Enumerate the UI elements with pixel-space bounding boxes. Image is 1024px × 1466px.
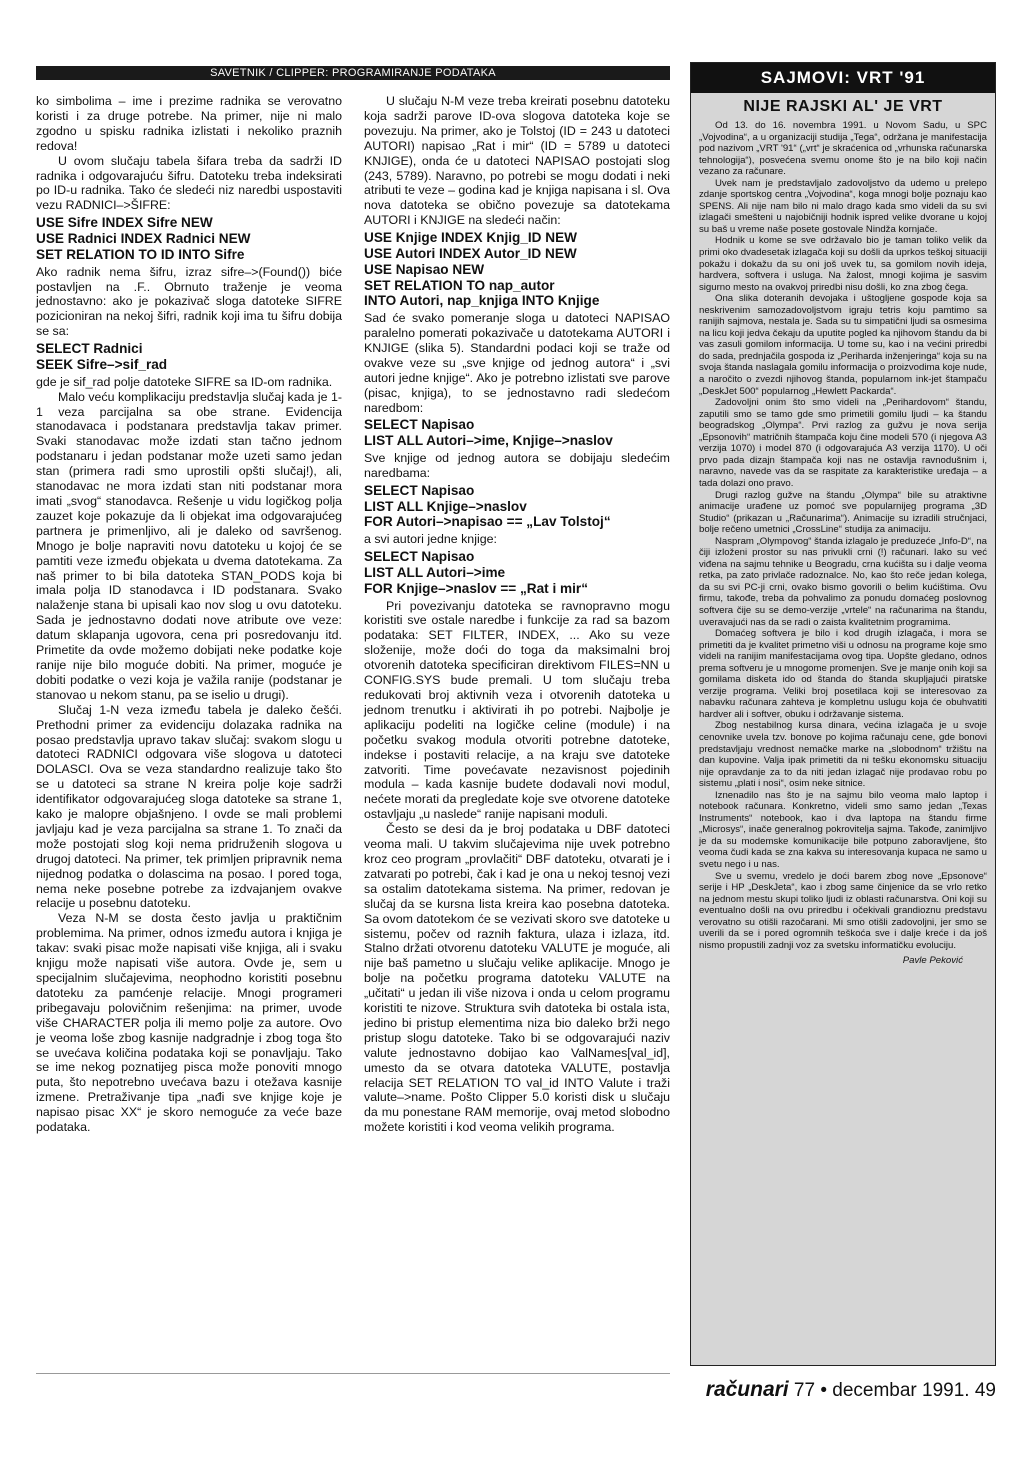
paragraph: Pri povezivanju datoteka se ravnopravno mogu koristiti sve ostale naredbe i funkcije za rad sa bazom podataka: SET FILTER, INDEX, ... Ako su veze složenije, može doći do toga da maksimalni broj otvorenih datoteka specificiran direktivom FILES=NN u CONFIG.SYS bude premali. U tom slučaju treba redukovati broj aktivnih veza i otvorenih datoteka u jednom trenutku i aktivirati ih po potrebi. Najbolje je aplikaciju podeliti na logičke celine (module) i na početku svakog modula otvoriti potrebne datoteke, indekse i postaviti relacije, a na kraju sve datoteke zatvoriti. Time povećavate nezavisnost pojedinih modula – kada kasnije budete dodavali novi modul, nećete morati da pregledate koje sve otvorene datoteke ostavljaju „u naslede“ ranije napisani moduli.: [364, 598, 670, 822]
sidebar-box: [690, 62, 996, 1366]
sidebar-paragraph: Iznenadilo nas što je na sajmu bilo veoma malo laptop i notebook računara. Konkretno, videli smo samo jedan „Texas Instruments“ notebook, kao i dva laptopa na štandu firme „Microsys“, inače generalnog pokrovitelja sajma. Takođe, zanimljivo je da su modemske komunikacije bile potpuno zaboravljene, što veoma čudi kada se zna kakva su interesovanja kupaca ne samo u svetu nego i u nas.: [699, 789, 987, 870]
sidebar-paragraph: Zbog nestabilnog kursa dinara, većina izlagača je u svoje cenovnike uvela tzv. bonove po kojima računaju cene, gde bonovi predstavljaju vrednost nemačke marke na „slobodnom“ tržištu na dan kupovine. Valja ipak primetiti da ni tešku ekonomsku situaciju nije opravdanje za to da niti jedan izlagač nije prodavao robu po sistemu „plati i nosi“, osim neke sitnice.: [699, 720, 987, 790]
paragraph: Sad će svako pomeranje sloga u datoteci NAPISAO paralelno pomerati pokazivače u datotekama AUTORI i KNJIGE (slika 5). Standardni podaci koji se traže od ovakve veze su „sve knjige od jednog autora“ i „svi autori jedne knjige“. Ako je potrebno izlistati sve parove (pisac, knjiga), to se jednostavno radi sledećom naredbom:: [364, 311, 670, 415]
sidebar-paragraph: Drugi razlog gužve na štandu „Olympa“ bile su atraktivne animacije urađene uz pomoć sve popularnijeg programa „3D Studio“ (prikazan u „Računarima“). Animacije su izradili stručnjaci, bolje rečeno umetnici „CrossLine“ studija za animaciju.: [699, 489, 987, 536]
code-line: SELECT Radnici: [36, 341, 143, 357]
paragraph: a svi autori jedne knjige:: [364, 532, 497, 547]
code-line: USE Autori INDEX Autor_ID NEW: [364, 245, 577, 261]
magazine-name: računari: [705, 1378, 789, 1401]
code-line: SEEK Sifre–>sif_rad: [36, 356, 168, 372]
sidebar-paragraph: Naspram „Olympovog“ štanda izlagalo je preduzeće „Info-D“, na čiji izloženi prostor su nas privukli crni (!) računari. Iako su već viđena na sajmu tehnike u Beogradu, crna kućišta su i dalje veoma retka, pa zato privlače radoznalce. No, kao što reče jedan kolega, da su svi PC-ji crni, ovako bismo govorili o belim kućištima. Ovu firmu, takođe, treba da pohvalimo za ponudu domaćeg poslovnog softvera čije su se demo-verzije „vrtele“ na računarima na štandu, uveravajući nas da se radi o zaista kvalitetnim programima.: [699, 535, 987, 628]
code-line: SELECT Napisao: [364, 482, 475, 498]
sidebar-paragraph: Od 13. do 16. novembra 1991. u Novom Sadu, u SPC „Vojvodina“, a u organizaciji studija „Tega“, održana je manifestacija pod nazivom „VRT '91“ („vrt“ je skraćenica od „vrhunska računarska tehnologija“), posvećena svemu onome što je na bilo koji način vezano za računare.: [699, 120, 987, 178]
code-line: SET RELATION TO ID INTO Sifre: [36, 246, 245, 262]
sidebar-header: SAJMOVI: VRT '91: [691, 63, 995, 93]
sidebar-paragraph: Zadovoljni onim što smo videli na „Perihardovom“ štandu, zaputili smo se tamo gde smo primetili gomilu ljudi – ka štandu beogradskog „Olympa“. Prvi razlog za gužvu je nova serija „Epsonovih“ matričnih štampača koju čine modeli 570 (i njegova A3 verzija 1070) i model 870 (i odgovarajuća A3 verzija 1170). U oči prvo pada dizajn štampača koji nas ne ostavlja ravnodušnim i, naravno, navede vas da se raspitate za karakteristike uređaja – a tada dolazi ono pravo.: [699, 397, 987, 489]
article-column-left: [36, 94, 342, 1135]
code-block: [364, 549, 670, 596]
paragraph: Slučaj 1-N veza između tabela je daleko češći. Prethodni primer za evidenciju dolazaka radnika na posao predstavlja upravo takav slučaj: svakom slogu u datoteci RADNICI odgovara više slogova u datoteci DOLASCI. Ova se veza standardno realizuje tako što se u datoteci sa strane N kreira polje koje sadrži identifikator odgovarajućeg sloga datoteke sa strane 1, kako je malopre objašnjeno. I ovde se mali problemi javljaju kad je veza parcijalna sa strane 1. To znači da može postojati slog koji nema pridruženih slogova u drugoj datoteci. Na primer, tek primljen pripravnik nema nijednog podatka o dolascima na posao. I pored toga, nema neke posebne potrebe za izdvajanjem ovakve relacije u posebnu datoteku.: [36, 702, 342, 911]
code-block: [364, 417, 670, 449]
code-line: SELECT Napisao: [364, 549, 475, 565]
footer-divider: [36, 1373, 670, 1374]
issue-info: 77 • decembar 1991. 49: [793, 1380, 996, 1401]
section-banner: SAVETNIK / CLIPPER: PROGRAMIRANJE PODATAKA: [36, 66, 670, 80]
author-signature: Pavle Peković: [902, 955, 963, 967]
code-line: INTO Autori, nap_knjiga INTO Knjige: [364, 293, 600, 309]
sidebar-paragraph: Ona slika doteranih devojaka i uštogljene gospode koja sa neskrivenim samozadovoljstvom igraju tetris koju pamtimo sa ranijih sajmova, nestala je. Sada su tu simpatični ljudi sa osmesima na licu koji jedva čekaju da uputite pogled ka njihovom štandu da bi vas zasuli gomilom informacija. U tome su, kao i na većini priredbi do sada, prednjačila gospoda iz „Periharda inženjeringa“ koja su na svoja štanda naslagala gomilu informacija o proizvodima koje nude, a naročito o zvezdi njihovog štanda, popularnom ink-jet štampaču „DeskJet 500“ popularnog „Hewlett Packarda“.: [699, 293, 987, 397]
paragraph: Ako radnik nema šifru, izraz sifre–>(Found()) biće postavljen na .F.. Obrnuto traženje je veoma jednostavno: ako je pokazivač sloga datoteke SIFRE pozicioniran na nekoj šifri, radnik koji ima tu šifru dobija se sa:: [36, 264, 342, 339]
code-line: LIST ALL Autori–>ime, Knjige–>naslov: [364, 433, 613, 449]
sidebar-paragraph: Domaćeg softvera je bilo i kod drugih izlagača, i mora se primetiti da je kvalitet primetno viši u odnosu na programe koje smo videli na ranijim manifestacijama ovog tipa. Uopšte gledano, odnos prema softveru je u mnogome promenjen. Sve je manje onih koji sa gomilama disketa ido od štanda do štanda skupljajući piratske verzije programa. Veliki broj posetilaca koji se interesovao za nabavku računara zahteva je kompletnu uslugu koja će obuhvatiti hardver ali i softver, obuku i održavanje sistema.: [699, 628, 987, 720]
code-block: [36, 215, 342, 262]
sidebar-paragraph: Uvek nam je predstavljalo zadovoljstvo da udemo u prelepo zdanje sportskog centra „Vojvodina“, koga mnogi bolje poznaju kao SPENS. Ali nije nam bilo ni malo drago kada smo videli da su svi izlagači smešteni u najobičniji hodnik ispred velike dvorane u kojoj su baš u vreme naše posete gostovale Nindža kornjače.: [699, 177, 987, 235]
code-line: USE Radnici INDEX Radnici NEW: [36, 231, 251, 247]
code-line: LIST ALL Autori–>ime: [364, 564, 506, 580]
paragraph: Malo veću komplikaciju predstavlja slučaj kada je 1-1 veza parcijalna sa obe strane. Evidencija stanodavaca i podstanara predstavlja takav primer. Svaki stanodavac može izdati stan tačno jednom podstanaru i jedan podstanar može uzeti samo jedan stan (primera radi smo uprostili opšti slučaj!), ali, stanodavac ne mora izdati stan niti podstanar mora imati „svog“ stanodavca. Rešenje u vidu logičkog polja zauzet koje pokazuje da li objekat ima odgovarajućeg partnera je primenljivo, ali je daleko od savršenog. Mnogo je bolje napraviti novu datoteku u kojoj će se pamtiti veze između objekata u dvema datotekama. Za naš primer to bi bila datoteka STAN_PODS koja bi imala polja ID stanodavca i ID podstanara. Svako nalaženje stana bi upisali kao nov slog u ovu datoteku. Sada je jednostavno dodati nove atribute ove veze: datum sklapanja ugovora, cena pri posredovanju itd. Primetite da ovde možemo dobijati neke podatke koje ranije nije bilo moguće dobiti. Na primer, moguće je dobiti podatke o vezi koja je važila ranije (podstanar je stanovao u nekom stanu, pa se iselio u drugi).: [36, 389, 342, 702]
code-line: USE Napisao NEW: [364, 261, 485, 277]
article-column-right: [364, 94, 670, 1135]
paragraph: U slučaju N-M veze treba kreirati posebnu datoteku koja sadrži parove ID-ova slogova datoteka koje se povezuju. Na primer, ako je Tolstoj (ID = 243 u datoteci AUTORI) napisao „Rat i mir“ (ID = 5789 u datoteci KNJIGE), onda će u datoteci NAPISAO postojati slog (243, 5789). Naravno, po potrebi se mogu dodati i neki atributi te veze – godina kad je knjiga napisana i sl. Ova nova datoteka se obično povezuje sa datotekama AUTORI i KNJIGE na sledeći način:: [364, 94, 670, 228]
page-footer: [676, 1378, 996, 1402]
paragraph: Sve knjige od jednog autora se dobijaju sledećim naredbama:: [364, 451, 670, 480]
sidebar-paragraph: Sve u svemu, vredelo je doći barem zbog nove „Epsonove“ serije i HP „DeskJeta“, kao i zbog same činjenice da se vrlo retko na jednom mestu skupi toliko ljudi iz oblasti računarstva. Oni koji su eventualno došli na ovu priredbu i očekivali grandioznu predstavu verovatno su otišli razočarani. Mi smo otišli zadovoljni, jer smo se uverili da se i pored ogromnih teškoća sve i dalje kreće i da još nismo propustili zadnji voz za svetsku informatičku evoluciju.: [699, 870, 987, 951]
code-line: FOR Autori–>napisao == „Lav Tolstoj“: [364, 514, 611, 530]
sidebar-title: NIJE RAJSKI AL' JE VRT: [743, 98, 943, 115]
paragraph: Veza N-M se dosta često javlja u praktičnim problemima. Na primer, odnos između autora i knjiga je takav: svaki pisac može napisati više knjiga, ali i svaku knjigu može napisati više autora. Ovde je, sem u specijalnim slučajevima, neophodno koristiti posebnu datoteku za pamćenje relacije. Mnogi programeri pribegavaju polovičnim rešenjima: na primer, uvode više CHARACTER polja ili memo polje za autore. Ovo je veoma loše zbog kasnije nadgradnje i zbog toga što se uvećava količina podataka koji se ponavljaju. Tako se ime nekog poznatijeg pisca može ponoviti mnogo puta, što nepotrebno uvećava bazu i otežava kasnije izmene. Pretraživanje tipa „nađi sve knjige koje je napisao pisac XX“ je skoro nemoguće za veće baze podataka.: [36, 911, 342, 1135]
paragraph: Često se desi da je broj podataka u DBF datoteci veoma mali. U takvim slučajevima nije uvek potrebno kroz ceo program „provlačiti“ DBF datoteku, otvarati je i zatvarati po potrebi, čak i kad je ona u nekoj tesnoj vezi sa ostalim datotekama sistema. Na primer, redovan je slučaj da se kursna lista kreira kao posebna datoteka. Sa ovom datotekom će se vezivati skoro sve datoteke u sistemu, počev od raznih faktura, ulaza i izlaza, itd. Stalno držati otvorenu datoteku VALUTE je moguće, ali nije baš pametno u slučaju velike aplikacije. Mnogo je bolje na početku programa datoteku VALUTE na „učitati“ u jedan ili više nizova i onda u celom programu koristiti te nizove. Struktura svih datoteka bi ostala ista, jedino bi pristup elementima niza bio daleko brži nego pristup slogu datoteke. Tako bi se odgovarajući naziv valute jednostavno dobijao kao ValNames[val_id], umesto da se otvara datoteka VALUTE, postavlja relacija SET RELATION TO val_id INTO Valute i traži valute–>name. Pošto Clipper 5.0 koristi disk u slučaju da mu ponestane RAM memorije, ovaj metod slobodno možete koristiti i kod veoma velikih programa.: [364, 822, 670, 1135]
paragraph: gde je sif_rad polje datoteke SIFRE sa ID-om radnika.: [36, 374, 333, 389]
code-block: [364, 230, 670, 309]
sidebar-paragraph: Hodnik u kome se sve održavalo bio je taman toliko velik da primi oko dvadesetak izlagača koji su došli da uprkos teškoj situaciji pokažu i dokažu da su oni još uvek tu, sa gomilom novih ideja, hardvera, softvera i usluga. Na žalost, mnogi kojima je sasvim sigurno mesto na ovakvoj priredbi nisu došli, ko zna zbog čega.: [699, 235, 987, 293]
code-line: USE Sifre INDEX Sifre NEW: [36, 215, 213, 231]
code-line: SET RELATION TO nap_autor: [364, 277, 555, 293]
code-line: FOR Knjige–>naslov == „Rat i mir“: [364, 580, 588, 596]
code-line: LIST ALL Knjige–>naslov: [364, 498, 527, 514]
code-line: USE Knjige INDEX Knjig_ID NEW: [364, 230, 577, 246]
code-block: [364, 483, 670, 530]
code-block: [36, 341, 342, 373]
code-line: SELECT Napisao: [364, 417, 475, 433]
paragraph: U ovom slučaju tabela šifara treba da sadrži ID radnika i odgovarajuću šifru. Datoteku treba indeksirati po ID-u radnika. Tako će sledeći niz naredbi uspostaviti vezu RADNICI–>ŠIFRE:: [36, 153, 342, 213]
sidebar-body: [691, 120, 995, 967]
paragraph: ko simbolima – ime i prezime radnika se verovatno koristi i za druge potrebe. Na primer, nije ni malo zgodno u spisku radnika izlistati i nekoliko praznih redova!: [36, 94, 342, 153]
